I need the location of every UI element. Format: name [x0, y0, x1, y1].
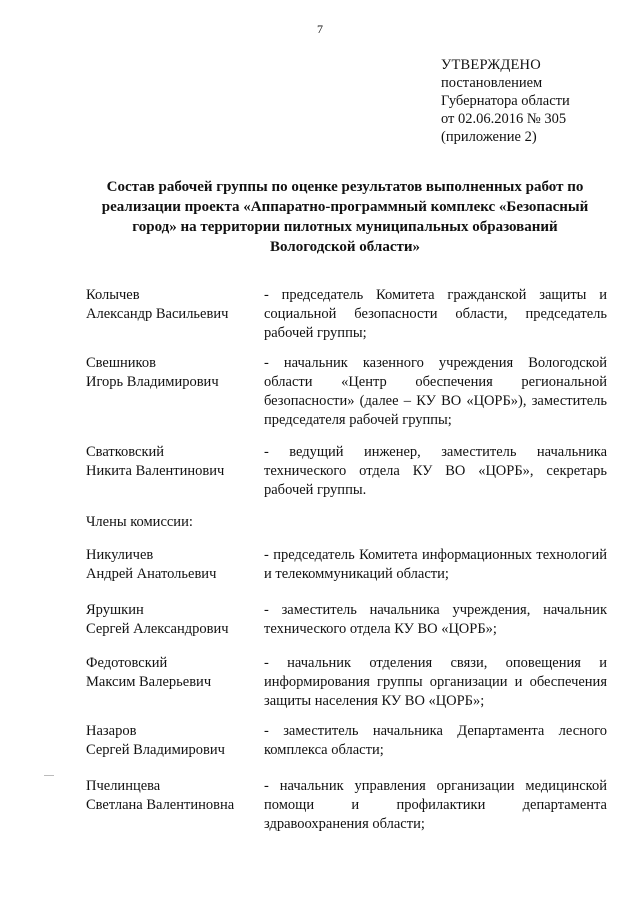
title-line: город» на территории пилотных муниципальных образований: [132, 219, 558, 235]
member-given-name: Андрей Анатольевич: [86, 566, 217, 582]
member-surname: Федотовский: [86, 655, 168, 671]
page-number: 7: [317, 22, 323, 36]
member-given-name: Никита Валентинович: [86, 463, 225, 479]
approval-stamp: [441, 56, 631, 146]
member-role: - заместитель начальника Департамента лесного комплекса области;: [264, 723, 607, 758]
member-name: [86, 722, 256, 760]
member-role: - председатель Комитета гражданской защиты и социальной безопасности области, председатель рабочей группы;: [264, 287, 607, 341]
member-surname: Свешников: [86, 355, 156, 371]
member-name: [86, 286, 256, 324]
member-given-name: Игорь Владимирович: [86, 374, 219, 390]
members-section-label: Члены комиссии:: [86, 514, 193, 530]
approval-line: от 02.06.2016 № 305: [441, 111, 567, 127]
member-name: [86, 443, 256, 481]
member-name: [86, 601, 256, 639]
member-surname: Сватковский: [86, 444, 165, 460]
member-given-name: Сергей Владимирович: [86, 742, 225, 758]
title-line: Состав рабочей группы по оценке результатов выполненных работ по: [106, 179, 584, 195]
member-role: - председатель Комитета информационных технологий и телекоммуникаций области;: [264, 547, 607, 582]
member-name: [86, 546, 256, 584]
member-role: - начальник управления организации медицинской помощи и профилактики департамента здравоохранения области;: [264, 778, 607, 832]
document-title: [85, 177, 605, 257]
approval-line: (приложение 2): [441, 129, 537, 145]
approval-line: Губернатора области: [441, 93, 570, 109]
member-role: - ведущий инженер, заместитель начальника технического отдела КУ ВО «ЦОРБ», секретарь рабочей группы.: [264, 444, 607, 498]
member-name: [86, 654, 256, 692]
member-surname: Колычев: [86, 287, 140, 303]
approval-line: постановлением: [441, 75, 543, 91]
member-given-name: Максим Валерьевич: [86, 674, 212, 690]
member-surname: Пчелинцева: [86, 778, 161, 794]
member-surname: Никуличев: [86, 547, 154, 563]
member-given-name: Светлана Валентиновна: [86, 797, 235, 813]
member-name: [86, 354, 256, 392]
title-line: Вологодской области»: [269, 239, 421, 255]
title-line: реализации проекта «Аппаратно-программный комплекс «Безопасный: [101, 199, 589, 215]
scan-margin-mark: [44, 775, 54, 776]
member-given-name: Александр Васильевич: [86, 306, 229, 322]
member-surname: Назаров: [86, 723, 137, 739]
member-role: - начальник казенного учреждения Вологодской области «Центр обеспечения региональной безопасности» (далее – КУ ВО «ЦОРБ»), заместитель председателя рабочей группы;: [264, 355, 607, 428]
member-name: [86, 777, 256, 815]
member-surname: Ярушкин: [86, 602, 144, 618]
member-given-name: Сергей Александрович: [86, 621, 229, 637]
member-role: - начальник отделения связи, оповещения и информирования группы организации и обеспечения защиты населения КУ ВО «ЦОРБ»;: [264, 655, 607, 709]
approval-title: УТВЕРЖДЕНО: [441, 57, 541, 73]
member-role: - заместитель начальника учреждения, начальник технического отдела КУ ВО «ЦОРБ»;: [264, 602, 607, 637]
